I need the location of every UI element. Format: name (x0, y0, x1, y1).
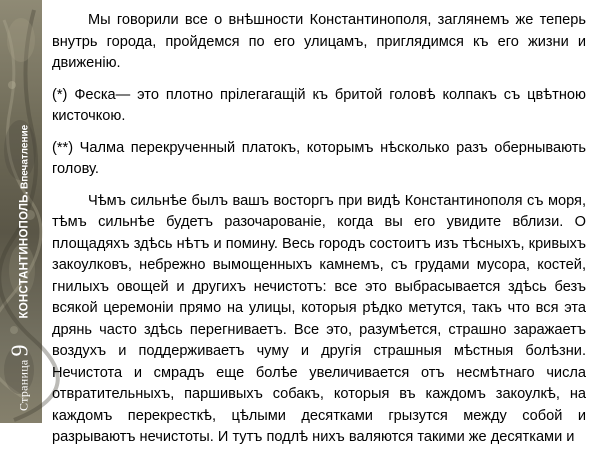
footnote: (*) Феска— это плотно прілегагащій къ бритой головѣ колпакъ съ цвѣтною кисточкою. (52, 86, 586, 124)
page-label: Страница (16, 359, 31, 411)
paragraph: Чѣмъ сильнѣе былъ вашъ восторгъ при видѣ Константинополя съ моря, тѣмъ сильнѣе будетъ разочарованіе, когда вы его увидите вблизи. О площадяхъ здѣсь нѣтъ и помину. Весь городъ состоитъ изъ тѣсныхъ, кривыхъ закоулковъ, небрежно вымощенныхъ камнемъ, съ грудами мусора, костей, гнилыхъ овощей и другихъ нечистотъ: все это выбрасывается здѣсь безъ всякой церемоніи прямо на улицы, которыя рѣдко метутся, такъ что вся эта дрянь часто здѣсь перегниваетъ. Все это, разумѣется, страшно заражаетъ воздухъ и поддерживаетъ чуму и другія страшныя мѣстныя болѣзни. Нечистота и смрадъ еще болѣе увеличивается отъ несмѣтнаго числа отвратительныхъ, паршивыхъ собакъ, которыя въ каждомъ закоулкѣ, на каждомъ перекресткѣ, цѣлыми десятками грызутся между собой и разрываютъ нечистоты. И тутъ подлѣ нихъ валяются такими же десятками и (52, 192, 586, 445)
sidebar-caption (8, 7, 35, 417)
footnote: (**) Чалма перекрученный платокъ, которымъ нѣсколько разъ обернывають голову. (52, 139, 586, 177)
paragraph: Мы говорили все о внѣшности Константинополя, заглянемъ же теперь внутрь города, пройдемся по его улицамъ, приглядимся къ его жизни и движенію. (52, 12, 586, 71)
page-number: 9 (7, 344, 34, 357)
section-subtitle: Впечатление (19, 124, 31, 190)
section-title: КОНСТАНТИНОПОЛЬ. (18, 191, 31, 319)
page-text (52, 10, 586, 449)
page-sidebar (0, 0, 42, 423)
